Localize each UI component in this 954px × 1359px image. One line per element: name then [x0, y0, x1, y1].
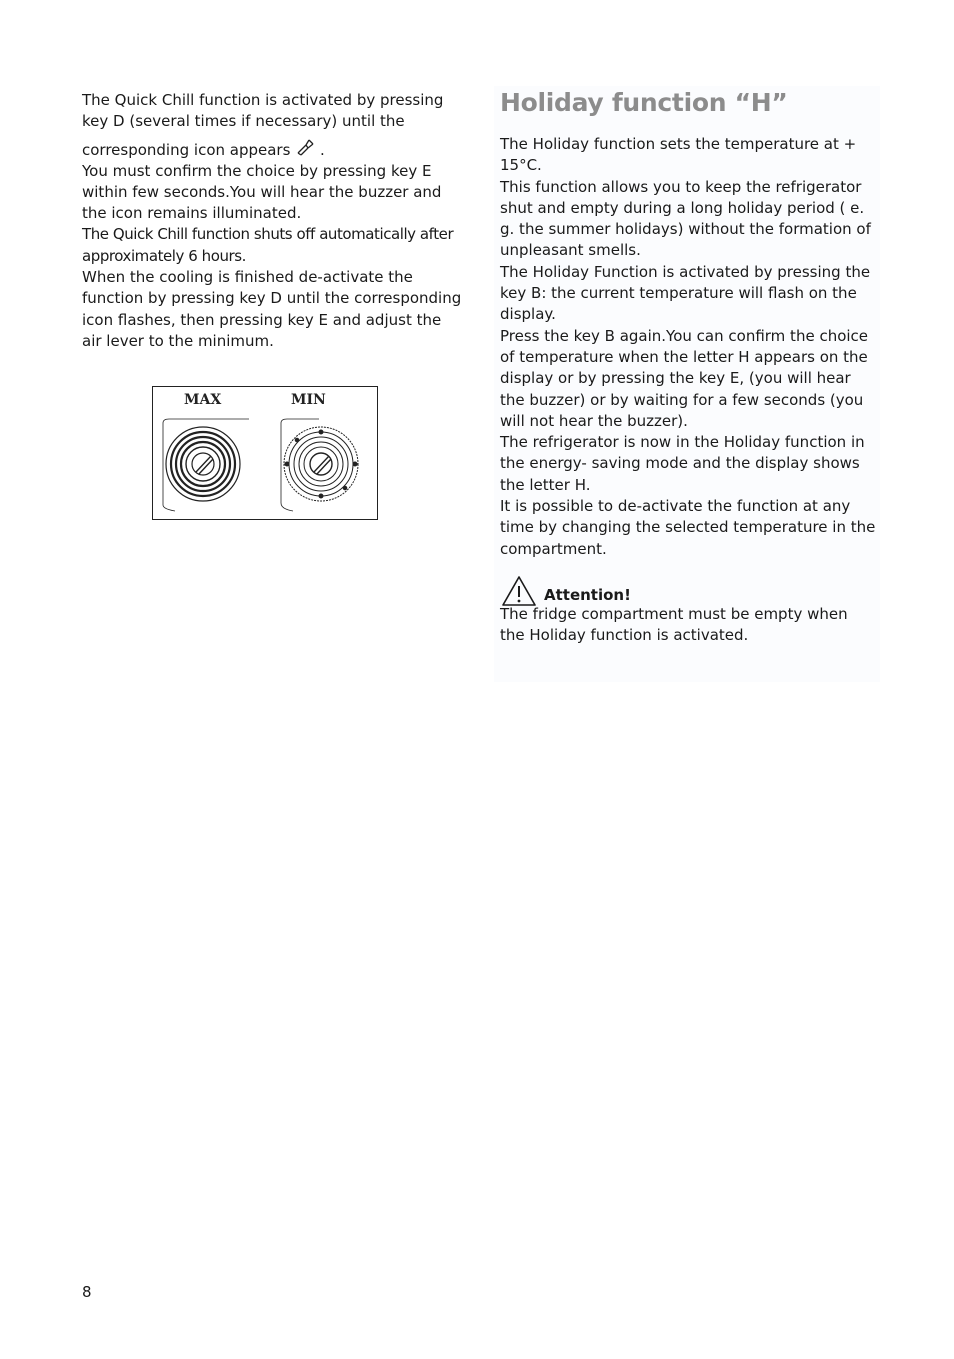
page-number: 8 [82, 1283, 92, 1301]
quick-chill-paragraph-1-c: . [319, 140, 325, 159]
holiday-paragraph-1: The Holiday function sets the temperature at + 15°C. [500, 135, 857, 175]
quick-chill-paragraph-1-b: corresponding icon appears [82, 140, 291, 159]
quick-chill-paragraph-3: The Quick Chill function shuts off automatically after approximately 6 hours. [82, 225, 454, 265]
holiday-paragraph-2: This function allows you to keep the refrigerator shut and empty during a long holiday period ( e. g. the summer holidays) without the formation of unpleasant smells. [500, 177, 871, 260]
quick-chill-paragraph-1 [82, 90, 464, 161]
holiday-paragraph-6: It is possible to de-activate the function at any time by changing the selected temperature in the compartment. [500, 497, 876, 558]
dial-illustration [153, 387, 379, 521]
quick-chill-paragraph-2: You must confirm the choice by pressing key E within few seconds.You will hear the buzzer and the icon remains illuminated. [82, 161, 442, 223]
air-lever-figure [152, 386, 378, 520]
attention-text: The fridge compartment must be empty when the Holiday function is activated. [500, 604, 848, 645]
attention-label: Attention! [544, 585, 631, 604]
quick-chill-text [82, 90, 464, 352]
holiday-paragraph-4: Press the key B again.You can confirm the choice of temperature when the letter H appears on the display or by pressing the key E, (you will hear the buzzer) or by waiting for a few seconds (you will not hear the buzzer). [500, 326, 869, 430]
quick-chill-icon [295, 137, 315, 157]
holiday-paragraph-5: The refrigerator is now in the Holiday function in the energy- saving mode and the display shows the letter H. [500, 433, 865, 494]
quick-chill-paragraph-1-a: The Quick Chill function is activated by pressing key D (several times if necessary) until the [82, 91, 444, 131]
holiday-function-title: Holiday function “H” [500, 88, 788, 117]
quick-chill-paragraph-4: When the cooling is finished de-activate the function by pressing key D until the corresponding icon flashes, then pressing key E and adjust the air lever to the minimum. [82, 268, 462, 350]
warning-triangle-icon [500, 574, 538, 608]
max-dial [163, 419, 249, 511]
holiday-paragraph-3: The Holiday Function is activated by pressing the key B: the current temperature will flash on the display. [500, 262, 871, 324]
holiday-function-section [500, 84, 876, 647]
min-dial [281, 419, 358, 511]
min-label: MIN [291, 392, 326, 408]
attention-heading [500, 574, 876, 604]
max-label: MAX [184, 392, 222, 408]
